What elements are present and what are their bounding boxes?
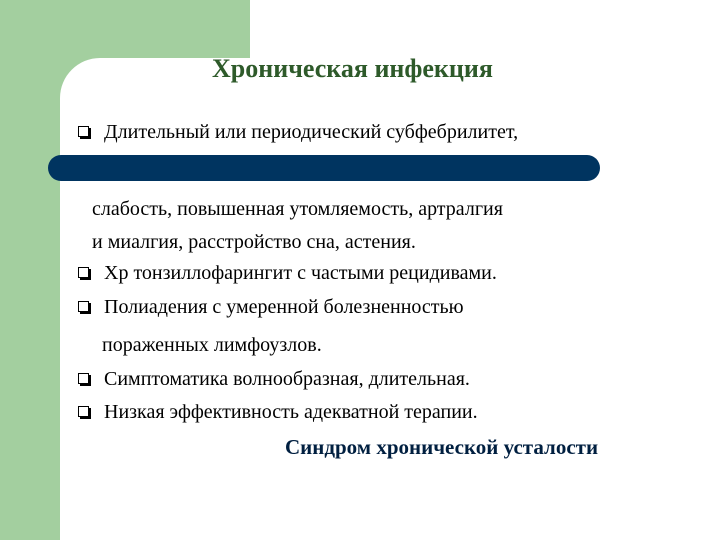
- square-bullet-icon: [78, 373, 89, 384]
- bullet-text: Низкая эффективность адекватной терапии.: [104, 401, 478, 423]
- bullet-text: Симптоматика волнообразная, длительная.: [104, 368, 470, 390]
- green-left-strip: [0, 0, 60, 540]
- continuation-text: пораженных лимфоузлов.: [102, 334, 322, 356]
- bullet-text: Длительный или периодический субфебрилитет,: [104, 121, 519, 143]
- continuation-text: и миалгия, расстройство сна, астения.: [92, 231, 416, 253]
- slide-title: Хроническая инфекция: [212, 54, 493, 83]
- square-bullet-icon: [78, 301, 89, 312]
- continuation-text: слабость, повышенная утомляемость, артралгия: [92, 198, 503, 220]
- bullet-text: Хр тонзиллофарингит с частыми рецидивами.: [104, 262, 497, 284]
- square-bullet-icon: [78, 406, 89, 417]
- slide-subtitle: Синдром хронической усталости: [285, 435, 599, 459]
- decorative-navy-bar: [48, 155, 600, 181]
- square-bullet-icon: [78, 267, 89, 278]
- bullet-text: Полиадения с умеренной болезненностью: [104, 296, 464, 318]
- square-bullet-icon: [78, 126, 89, 137]
